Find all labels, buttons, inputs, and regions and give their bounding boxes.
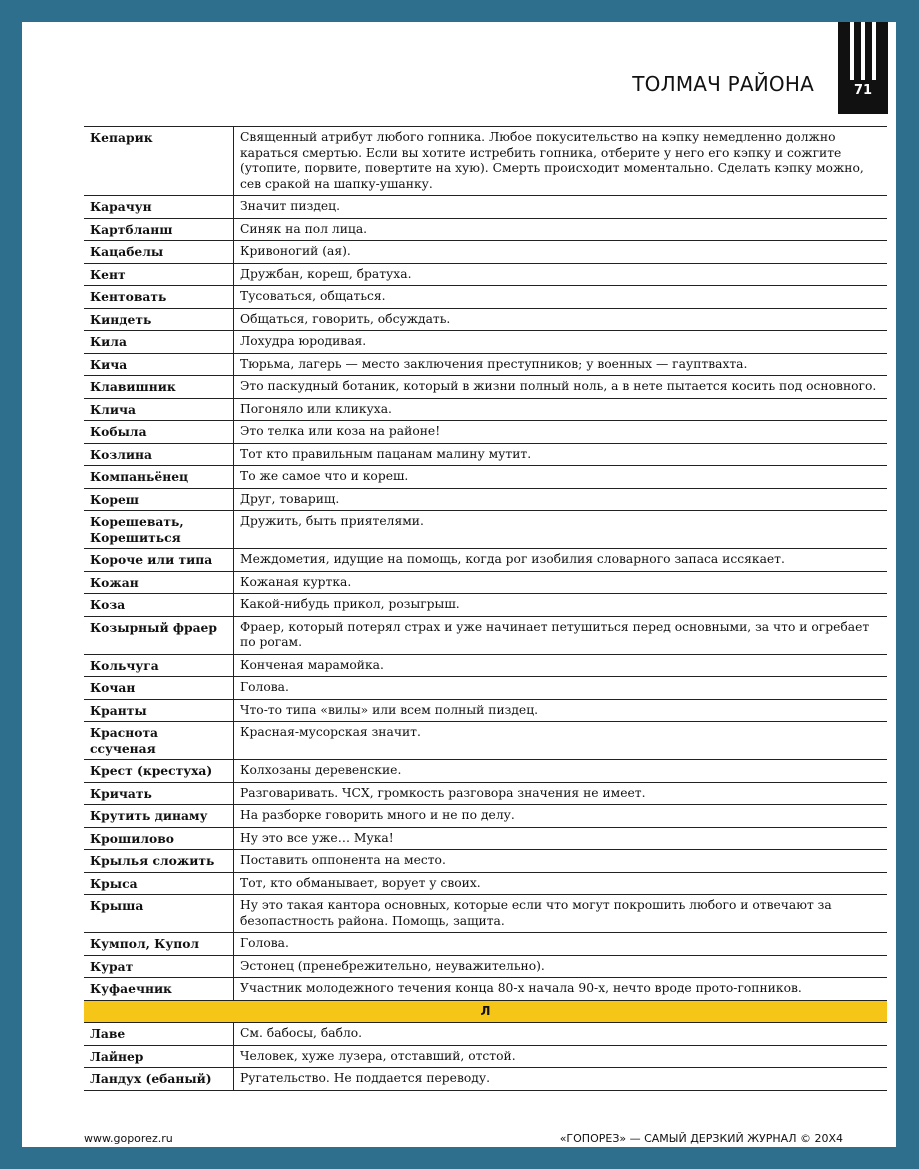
footer-tagline: «ГОПОРЕЗ» — САМЫЙ ДЕРЗКИЙ ЖУРНАЛ © 20Х4 [559, 1132, 843, 1145]
glossary-definition: Значит пиздец. [234, 196, 888, 219]
glossary-term: Крыша [84, 895, 234, 933]
glossary-row [84, 398, 887, 421]
glossary-row [84, 127, 887, 196]
tab-stripe [850, 22, 854, 80]
glossary-term: Ландух (ебаный) [84, 1068, 234, 1091]
glossary-term: Кентовать [84, 286, 234, 309]
glossary-row [84, 263, 887, 286]
glossary-term: Курат [84, 955, 234, 978]
letter-heading: Л [84, 1000, 887, 1023]
glossary-definition: Кривоногий (ая). [234, 241, 888, 264]
glossary-term: Кричать [84, 782, 234, 805]
glossary-definition: Погоняло или кликуха. [234, 398, 888, 421]
glossary-term: Кент [84, 263, 234, 286]
glossary-term: Кацабелы [84, 241, 234, 264]
glossary-definition: Колхозаны деревенские. [234, 760, 888, 783]
glossary-row [84, 218, 887, 241]
glossary-row [84, 1068, 887, 1091]
glossary-definition: Общаться, говорить, обсуждать. [234, 308, 888, 331]
glossary-definition: Тот, кто обманывает, ворует у своих. [234, 872, 888, 895]
glossary-definition: Дружбан, кореш, братуха. [234, 263, 888, 286]
glossary-definition: Тусоваться, общаться. [234, 286, 888, 309]
glossary-row [84, 654, 887, 677]
glossary-definition: Участник молодежного течения конца 80-х начала 90-х, нечто вроде прото-гопников. [234, 978, 888, 1001]
glossary-definition: Это телка или коза на районе! [234, 421, 888, 444]
glossary-row [84, 1045, 887, 1068]
glossary-term: Короче или типа [84, 549, 234, 572]
glossary-term: Кумпол, Купол [84, 933, 234, 956]
glossary-definition: Тот кто правильным пацанам малину мутит. [234, 443, 888, 466]
glossary-row [84, 241, 887, 264]
glossary-row [84, 722, 887, 760]
glossary-table [84, 126, 887, 1091]
glossary-term: Кобыла [84, 421, 234, 444]
glossary-row [84, 1023, 887, 1046]
glossary-term: Коза [84, 594, 234, 617]
glossary-term: Лаве [84, 1023, 234, 1046]
glossary-term: Лайнер [84, 1045, 234, 1068]
glossary-row [84, 933, 887, 956]
glossary-definition: Разговаривать. ЧСХ, громкость разговора значения не имеет. [234, 782, 888, 805]
glossary-term: Киндеть [84, 308, 234, 331]
glossary-definition: Междометия, идущие на помощь, когда рог изобилия словарного запаса иссякает. [234, 549, 888, 572]
glossary-row [84, 760, 887, 783]
glossary-definition: Конченая марамойка. [234, 654, 888, 677]
glossary-term: Кожан [84, 571, 234, 594]
glossary-definition: Дружить, быть приятелями. [234, 511, 888, 549]
page-tab [838, 22, 888, 114]
glossary-term: Компаньёнец [84, 466, 234, 489]
glossary-row [84, 376, 887, 399]
glossary-term: Краснота ссученая [84, 722, 234, 760]
glossary-definition: См. бабосы, бабло. [234, 1023, 888, 1046]
glossary-row [84, 421, 887, 444]
glossary-row [84, 353, 887, 376]
footer-site: www.goporez.ru [84, 1132, 173, 1145]
glossary-term: Кича [84, 353, 234, 376]
glossary-term: Картбланш [84, 218, 234, 241]
glossary-row [84, 488, 887, 511]
glossary-row [84, 827, 887, 850]
glossary-definition: Ругательство. Не поддается переводу. [234, 1068, 888, 1091]
glossary-term: Кила [84, 331, 234, 354]
glossary-row [84, 286, 887, 309]
glossary-definition: Это паскудный ботаник, который в жизни полный ноль, а в нете пытается косить под основного. [234, 376, 888, 399]
glossary-row [84, 805, 887, 828]
glossary-row [84, 331, 887, 354]
glossary-row [84, 895, 887, 933]
glossary-definition: То же самое что и кореш. [234, 466, 888, 489]
glossary-row [84, 196, 887, 219]
glossary-row [84, 850, 887, 873]
glossary-definition: Лохудра юродивая. [234, 331, 888, 354]
glossary-row [84, 466, 887, 489]
glossary-row [84, 872, 887, 895]
glossary-row [84, 549, 887, 572]
glossary-term: Кепарик [84, 127, 234, 196]
tab-stripe [872, 22, 876, 80]
tab-stripe [861, 22, 865, 80]
glossary-definition: Голова. [234, 933, 888, 956]
glossary-term: Крылья сложить [84, 850, 234, 873]
glossary-row [84, 978, 887, 1001]
glossary-definition: Синяк на пол лица. [234, 218, 888, 241]
glossary-definition: Ну это такая кантора основных, которые если что могут покрошить любого и отвечают за безопастность района. Помощь, защита. [234, 895, 888, 933]
glossary-term: Кочан [84, 677, 234, 700]
glossary-term: Куфаечник [84, 978, 234, 1001]
glossary-definition: Поставить оппонента на место. [234, 850, 888, 873]
glossary-term: Клавишник [84, 376, 234, 399]
glossary-row [84, 594, 887, 617]
glossary-term: Клича [84, 398, 234, 421]
glossary-definition: На разборке говорить много и не по делу. [234, 805, 888, 828]
glossary-term: Кольчуга [84, 654, 234, 677]
glossary-term: Крутить динаму [84, 805, 234, 828]
glossary-term: Корешевать, Корешиться [84, 511, 234, 549]
glossary-definition: Фраер, который потерял страх и уже начинает петушиться перед основными, за что и огребает по рогам. [234, 616, 888, 654]
glossary-definition: Красная-мусорская значит. [234, 722, 888, 760]
glossary-row [84, 955, 887, 978]
glossary-term: Кореш [84, 488, 234, 511]
page-number: 71 [853, 83, 873, 98]
glossary-term: Кранты [84, 699, 234, 722]
glossary-definition: Что-то типа «вилы» или всем полный пиздец. [234, 699, 888, 722]
glossary-definition: Человек, хуже лузера, отставший, отстой. [234, 1045, 888, 1068]
glossary-definition: Друг, товарищ. [234, 488, 888, 511]
glossary-term: Крест (крестуха) [84, 760, 234, 783]
glossary-term: Крошилово [84, 827, 234, 850]
glossary-definition: Голова. [234, 677, 888, 700]
glossary-term: Козлина [84, 443, 234, 466]
glossary-definition: Тюрьма, лагерь — место заключения преступников; у военных — гауптвахта. [234, 353, 888, 376]
glossary-row [84, 677, 887, 700]
glossary-definition: Кожаная куртка. [234, 571, 888, 594]
glossary-row [84, 782, 887, 805]
glossary-term: Козырный фраер [84, 616, 234, 654]
glossary-row [84, 699, 887, 722]
glossary-row [84, 443, 887, 466]
glossary-row [84, 571, 887, 594]
glossary-term: Крыса [84, 872, 234, 895]
glossary-row [84, 616, 887, 654]
glossary-definition: Священный атрибут любого гопника. Любое покусительство на кэпку немедленно должно караться смертью. Если вы хотите истребить гопника, отберите у него его кэпку и сожгите (утопите, порвите, повертите на хую). Смерть происходит моментально. Сделать кэпку можно, сев сракой на шапку-ушанку. [234, 127, 888, 196]
glossary-definition: Ну это все уже… Мука! [234, 827, 888, 850]
glossary-row [84, 511, 887, 549]
glossary-definition: Эстонец (пренебрежительно, неуважительно). [234, 955, 888, 978]
section-title: ТОЛМАЧ РАЙОНА [632, 72, 814, 96]
glossary-row [84, 308, 887, 331]
glossary-definition: Какой-нибудь прикол, розыгрыш. [234, 594, 888, 617]
glossary-term: Карачун [84, 196, 234, 219]
letter-band [84, 1000, 887, 1023]
page [22, 22, 896, 1147]
